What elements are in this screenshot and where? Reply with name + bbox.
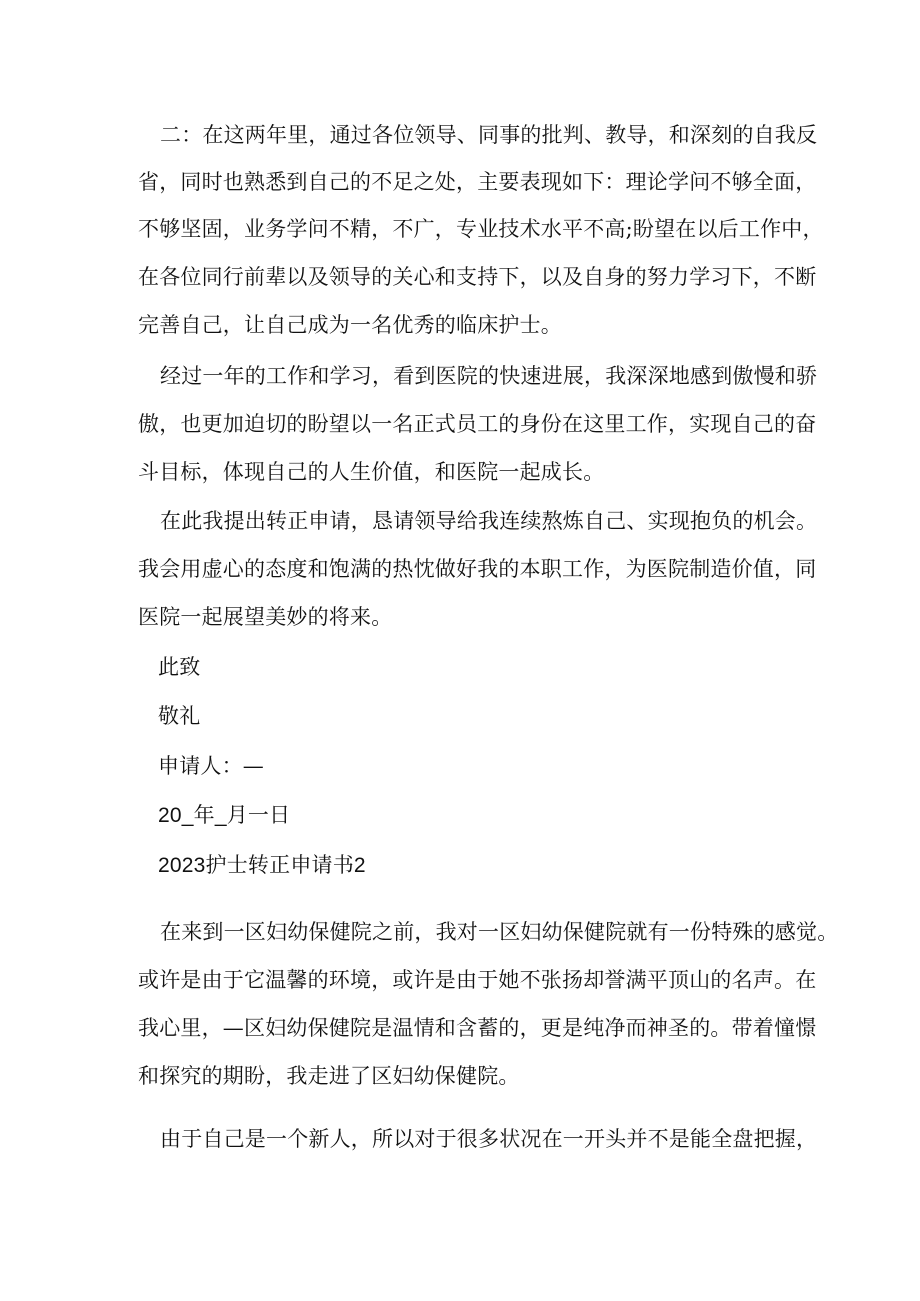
para5-line1: 由于自己是一个新人，所以对于很多状况在一开头并不是能全盘把握，	[160, 1127, 818, 1151]
para1-line2: 省，同时也熟悉到自己的不足之处，主要表现如下：理论学问不够全面，	[138, 170, 817, 194]
para2-line2: 傲，也更加迫切的盼望以一名正式员工的身份在这里工作，实现自己的奋	[138, 412, 817, 436]
para1-line1: 二：在这两年里，通过各位领导、同事的批判、教导，和深刻的自我反	[160, 123, 818, 147]
para4-line1: 在来到一区妇幼保健院之前，我对一区妇幼保健院就有一份特殊的感觉。	[160, 920, 839, 944]
para4-line3: 我心里，—区妇幼保健院是温情和含蓄的，更是纯净而神圣的。带着憧憬	[138, 1016, 817, 1040]
para1-line3: 不够坚固，业务学问不精，不广，专业技术水平不高;盼望在以后工作中，	[138, 217, 824, 241]
para2-line1: 经过一年的工作和学习，看到医院的快速进展，我深深地感到傲慢和骄	[160, 364, 818, 388]
para3-line2: 我会用虚心的态度和饱满的热忱做好我的本职工作，为医院制造价值，同	[138, 557, 817, 581]
para3-line3: 医院一起展望美妙的将来。	[138, 605, 393, 629]
salutation-2: 敬礼	[158, 704, 201, 728]
para1-line4: 在各位同行前辈以及领导的关心和支持下，以及自身的努力学习下，不断	[138, 265, 817, 289]
date-line: 20_年_月一日	[158, 804, 291, 827]
para3-line1: 在此我提出转正申请，恳请领导给我连续熬炼自己、实现抱负的机会。	[160, 509, 818, 533]
salutation-1: 此致	[158, 655, 201, 679]
para4-line4: 和探究的期盼，我走进了区妇幼保健院。	[138, 1064, 520, 1088]
applicant-line: 申请人：—	[158, 754, 264, 778]
para4-line2: 或许是由于它温馨的环境，或许是由于她不张扬却誉满平顶山的名声。在	[138, 968, 817, 992]
para2-line3: 斗目标，体现自己的人生价值，和医院一起成长。	[138, 460, 605, 484]
para1-line5: 完善自己，让自己成为一名优秀的临床护士。	[138, 313, 562, 337]
section-title: 2023护士转正申请书2	[158, 854, 366, 877]
